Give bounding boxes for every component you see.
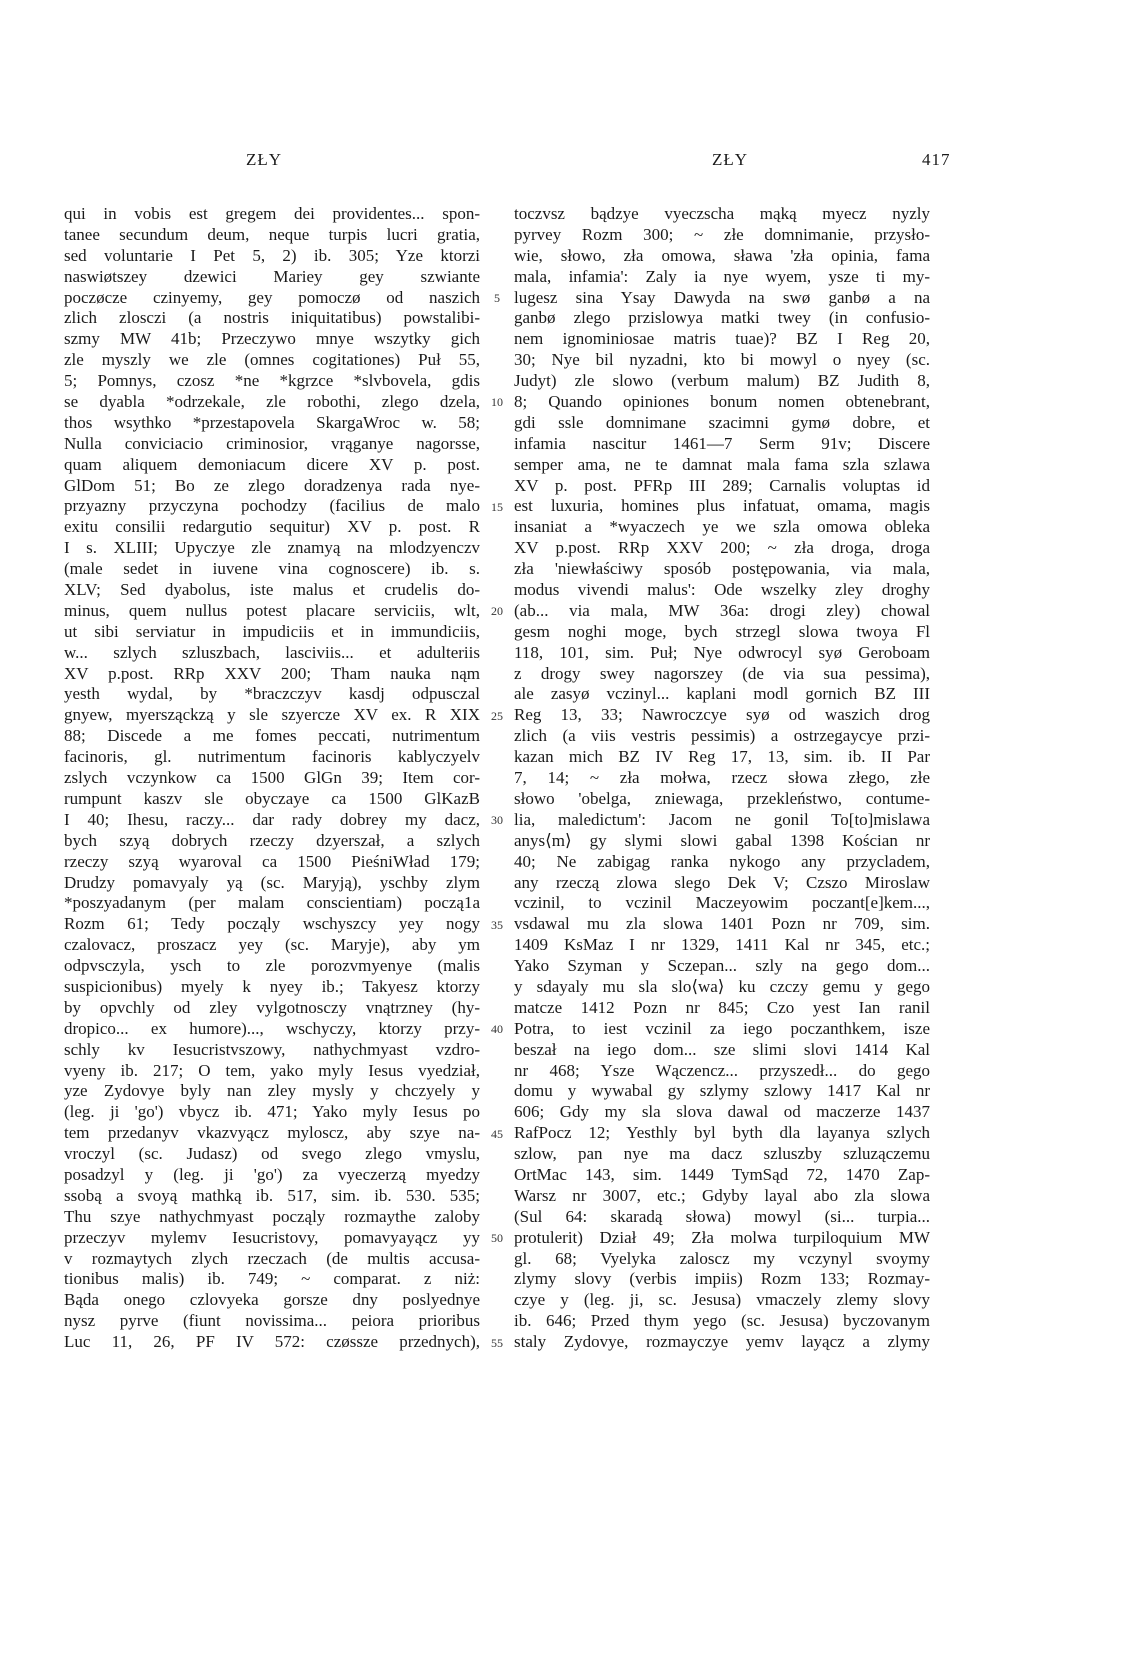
right-column-line: mala, infamia': Zaly ia nye wyem, ysze ti my- xyxy=(514,266,930,286)
right-column-line: (Sul 64: skaradą słowa) mowyl (si... turpia... xyxy=(514,1206,930,1226)
line-number: 30 xyxy=(491,813,503,828)
line-number: 15 xyxy=(491,499,503,514)
right-column-line: beszał na iego dom... sze slimi slovi 1414 Kal xyxy=(514,1039,930,1059)
right-column-line: gesm noghi moge, bych strzegl slowa twoya Fl xyxy=(514,621,930,641)
left-column-line: sed voluntarie I Pet 5, 2) ib. 305; Yze ktorzi xyxy=(64,245,480,265)
right-column-line: est luxuria, homines plus infatuat, omama, magis xyxy=(514,496,930,516)
right-column-line: 118, 101, sim. Puł; Nye odwrocyl syø Geroboam xyxy=(514,642,930,662)
right-column-line: vsdawal mu zla slowa 1401 Pozn nr 709, sim. xyxy=(514,914,930,934)
right-column-line: zlich (a viis vestris pessimis) a ostrzegaycye przi- xyxy=(514,726,930,746)
right-column-line: staly Zydovye, rozmayczye yemv layącz a zlymy xyxy=(514,1332,930,1352)
right-column-line: ale zasyø vczinyl... kaplani modl gornich BZ III xyxy=(514,684,930,704)
line-number: 45 xyxy=(491,1126,503,1141)
left-column-line: szmy MW 41b; Przeczywo mnye wszytky gich xyxy=(64,329,480,349)
line-number: 20 xyxy=(491,604,503,619)
line-number: 25 xyxy=(491,708,503,723)
left-column-line: exitu consilii redargutio sequitur) XV p. post. R xyxy=(64,517,480,537)
line-number: 55 xyxy=(491,1335,503,1350)
left-column-line: naswiøtszey dzewici Mariey gey szwiante xyxy=(64,266,480,286)
right-column-line: lugesz sina Ysay Dawyda na swø ganbø a na xyxy=(514,287,930,307)
left-column-line: czalovacz, proszacz yey (sc. Maryje), aby ym xyxy=(64,935,480,955)
left-column-line: Nulla conviciacio criminosior, vrąganye nagorsse, xyxy=(64,433,480,453)
right-column-line: wie, słowo, zła omowa, sława 'zła opinia, fama xyxy=(514,245,930,265)
right-column-line: modus vivendi malus': Ode wszelky zley droghy xyxy=(514,580,930,600)
right-column-line: 1409 KsMaz I nr 1329, 1411 Kal nr 345, etc.; xyxy=(514,935,930,955)
left-column-line: by opvchly od zley vylgotnosczy vnątrzney (hy- xyxy=(64,997,480,1017)
left-column-line: (male sedet in iuvene vina cognoscere) ib. s. xyxy=(64,559,480,579)
right-column-line: infamia nascitur 1461—7 Serm 91v; Discere xyxy=(514,433,930,453)
right-column-line: vczinil, to vczinil Maczeyowim poczant[e]kem..., xyxy=(514,893,930,913)
left-column-line: Thu szye nathychmyast począly rozmaythe zaloby xyxy=(64,1206,480,1226)
right-column-line: Yako Szyman y Sczepan... szly na gego dom... xyxy=(514,956,930,976)
left-column-line: Drudzy pomavyaly yą (sc. Maryją), yschby zlym xyxy=(64,872,480,892)
left-column-line: XV p.post. RRp XXV 200; Tham nauka nąm xyxy=(64,663,480,683)
left-column-line: ut sibi serviatur in impudiciis et in immundiciis, xyxy=(64,621,480,641)
right-column-line: 7, 14; ~ zła mołwa, rzecz słowa złego, złe xyxy=(514,768,930,788)
right-column-line: Warsz nr 3007, etc.; Gdyby layal abo zla slowa xyxy=(514,1185,930,1205)
left-column-line: GlDom 51; Bo ze zlego doradzenya rada nye- xyxy=(64,475,480,495)
left-column-line: *poszyadanym (per malam conscientiam) począ1a xyxy=(64,893,480,913)
left-column-line: suspicionibus) myely k nyey ib.; Takyesz ktorzy xyxy=(64,976,480,996)
left-column-line: facinoris, gl. nutrimentum facinoris kablyczyelv xyxy=(64,747,480,767)
right-column-line: OrtMac 143, sim. 1449 TymSąd 72, 1470 Zap- xyxy=(514,1164,930,1184)
left-column-line: minus, quem nullus potest placare serviciis, wlt, xyxy=(64,600,480,620)
running-head-right: ZŁY xyxy=(712,150,749,169)
left-column-line: odpvsczyla, ysch to zle porozvmyenye (malis xyxy=(64,956,480,976)
right-column-line: czye y (leg. ji, sc. Jesusa) vmaczely zlemy slovy xyxy=(514,1290,930,1310)
right-column-line: insaniat a *wyaczech ye we szla omowa obleka xyxy=(514,517,930,537)
right-column-line: anys⟨m⟩ gy slymi slowi gabal 1398 Kościan nr xyxy=(514,830,930,850)
left-column-line: zslych vczynkow ca 1500 GlGn 39; Item cor- xyxy=(64,768,480,788)
left-column xyxy=(64,204,480,1353)
left-column-line: qui in vobis est gregem dei providentes... spon- xyxy=(64,204,480,223)
right-column-line: lia, maledictum': Jacom ne gonil To[to]mislawa xyxy=(514,809,930,829)
left-column-line: schly kv Iesucristvszowy, nathychmyast vzdro- xyxy=(64,1039,480,1059)
right-column-line: ganbø zlego przislowya matki twey (in confusio- xyxy=(514,308,930,328)
right-column-line: y sdayaly mu sla slo⟨wa⟩ ku czczy gemu y gego xyxy=(514,976,930,996)
left-column-line: vyeny ib. 217; O tem, yako myly Iesus vyedział, xyxy=(64,1060,480,1080)
right-column-line: nem ignominiosae matris tuae)? BZ I Reg 20, xyxy=(514,329,930,349)
left-column-line: yze Zydovye byly nan zley mysly y chczyely y xyxy=(64,1081,480,1101)
left-column-line: gnyew, myersząckzą y sle szyercze XV ex. R XIX xyxy=(64,705,480,725)
right-column-line: domu y wywabal gy szlymy szlowy 1417 Kal nr xyxy=(514,1081,930,1101)
right-column-line: szlow, pan nye ma dacz szluszby szluzączemu xyxy=(514,1144,930,1164)
line-number: 35 xyxy=(491,917,503,932)
left-column-line: poczøcze czinyemy, gey pomoczø od naszich xyxy=(64,287,480,307)
left-column-line: tanee secundum deum, neque turpis lucri gratia, xyxy=(64,224,480,244)
right-column-line: matcze 1412 Pozn nr 845; Czo yest Ian ranil xyxy=(514,997,930,1017)
right-column-line: słowo 'obelga, zniewaga, przekleństwo, contume- xyxy=(514,788,930,808)
right-column-line: Judyt) zle slowo (verbum malum) BZ Judith 8, xyxy=(514,371,930,391)
left-column-line: I 40; Ihesu, raczy... dar rady dobrey my dacz, xyxy=(64,809,480,829)
line-number: 50 xyxy=(491,1231,503,1246)
right-column-line: XV p.post. RRp XXV 200; ~ zła droga, droga xyxy=(514,538,930,558)
right-column-line: semper ama, ne te damnat mala fama szla szlawa xyxy=(514,454,930,474)
left-column-line: w... szlych szluszbach, lasciviis... et adulteriis xyxy=(64,642,480,662)
left-column-line: nysz pyrve (fiunt novissima... peiora prioribus xyxy=(64,1311,480,1331)
right-column-line: Reg 13, 33; Nawroczcye syø od waszich drog xyxy=(514,705,930,725)
right-column-line: nr 468; Ysze Wączencz... przyszedł... do gego xyxy=(514,1060,930,1080)
left-column-line: Rozm 61; Tedy począly wschyszcy yey nogy xyxy=(64,914,480,934)
right-column xyxy=(514,204,930,1353)
left-column-line: zle myszly we zle (omnes cogitationes) Puł 55, xyxy=(64,350,480,370)
right-column-line: ib. 646; Przed thym yego (sc. Jesusa) byczovanym xyxy=(514,1311,930,1331)
right-column-line: zlymy slovy (verbis impiis) Rozm 133; Rozmay- xyxy=(514,1269,930,1289)
right-column-line: 30; Nye bil nyzadni, kto bi mowyl o nyey (sc. xyxy=(514,350,930,370)
left-column-line: thos wsythko *przestapovela SkargaWroc w. 58; xyxy=(64,412,480,432)
left-column-line: tem przedanyv vkazvyącz myloscz, aby szye na- xyxy=(64,1123,480,1143)
right-column-line: 606; Gdy my sla slova dawal od maczerze 1437 xyxy=(514,1102,930,1122)
left-column-line: rzeczy szyą wyaroval ca 1500 PieśniWład 179; xyxy=(64,851,480,871)
left-column-line: I s. XLIII; Upyczye zle znamyą na mlodzyenczv xyxy=(64,538,480,558)
line-number: 40 xyxy=(491,1022,503,1037)
left-column-line: v rozmaytych zlych rzeczach (de multis accusa- xyxy=(64,1248,480,1268)
right-column-line: zła 'niewłaściwy sposób postępowania, via mala, xyxy=(514,559,930,579)
left-column-line: przeczyv mylemv Iesucristovy, pomavyayącz yy xyxy=(64,1227,480,1247)
line-number: 5 xyxy=(494,290,500,305)
left-column-line: bych szyą dobrych rzeczy dzyerszał, a szlych xyxy=(64,830,480,850)
right-column-line: pyrvey Rozm 300; ~ złe domnimanie, przysło- xyxy=(514,224,930,244)
left-column-line: rumpunt kaszv sle obyczaye ca 1500 GlKazB xyxy=(64,788,480,808)
left-column-line: 5; Pomnys, czosz *ne *kgrzce *slvbovela, gdis xyxy=(64,371,480,391)
running-head-left: ZŁY xyxy=(246,150,283,169)
right-column-line: any rzeczą zlowa slego Dek V; Czszo Miroslaw xyxy=(514,872,930,892)
left-column-line: dropico... ex humore)..., wschyczy, ktorzy przy- xyxy=(64,1018,480,1038)
right-column-line: XV p. post. PFRp III 289; Carnalis voluptas id xyxy=(514,475,930,495)
left-column-line: ssobą a svoyą mathką ib. 517, sim. ib. 530. 535; xyxy=(64,1185,480,1205)
left-column-line: yesth wydal, by *braczczyv kasdj odpusczal xyxy=(64,684,480,704)
right-column-line: (ab... via mala, MW 36a: drogi zley) chowal xyxy=(514,600,930,620)
right-column-line: toczvsz bądzye vyeczscha mąką myecz nyzly xyxy=(514,204,930,223)
left-column-line: Bąda onego czlovyeka gorsze dny poslyednye xyxy=(64,1290,480,1310)
right-column-line: kazan mich BZ IV Reg 17, 13, sim. ib. II Par xyxy=(514,747,930,767)
left-column-line: quam aliquem demoniacum dicere XV p. post. xyxy=(64,454,480,474)
left-column-line: posadzyl y (leg. ji 'go') za vyeczerzą myedzy xyxy=(64,1164,480,1184)
left-column-line: (leg. ji 'go') vbycz ib. 471; Yako myly Iesus po xyxy=(64,1102,480,1122)
left-column-line: Luc 11, 26, PF IV 572: czøssze przednych), xyxy=(64,1332,480,1352)
right-column-line: RafPocz 12; Yesthly byl byth dla layanya szlych xyxy=(514,1123,930,1143)
right-column-line: z drogy swey nagorszey (de via sua pessima), xyxy=(514,663,930,683)
left-column-line: 88; Discede a me fomes peccati, nutrimentum xyxy=(64,726,480,746)
line-number: 10 xyxy=(491,395,503,410)
right-column-line: gdi ssle domnimane szacimni gymø dobre, et xyxy=(514,412,930,432)
page-number: 417 xyxy=(922,150,951,169)
left-column-line: zlich zlosczi (a nostris iniquitatibus) powstalibi- xyxy=(64,308,480,328)
right-column-line: gl. 68; Vyelyka zaloscz my vczynyl svoymy xyxy=(514,1248,930,1268)
left-column-line: tionibus malis) ib. 749; ~ comparat. z niż: xyxy=(64,1269,480,1289)
right-column-line: protulerit) Dział 49; Zła molwa turpiloquium MW xyxy=(514,1227,930,1247)
left-column-line: vroczyl (sc. Judasz) od svego zlego vmyslu, xyxy=(64,1144,480,1164)
right-column-line: 40; Ne zabigag ranka nykogo any przycladem, xyxy=(514,851,930,871)
right-column-line: 8; Quando opiniones bonum nomen obtenebrant, xyxy=(514,392,930,412)
left-column-line: przyazny przyczyna pochodzy (facilius de malo xyxy=(64,496,480,516)
right-column-line: Potra, to iest vczinil za iego poczanthkem, isze xyxy=(514,1018,930,1038)
left-column-line: XLV; Sed dyabolus, iste malus et crudelis do- xyxy=(64,580,480,600)
left-column-line: se dyabla *odrzekale, zle robothi, zlego dzela, xyxy=(64,392,480,412)
